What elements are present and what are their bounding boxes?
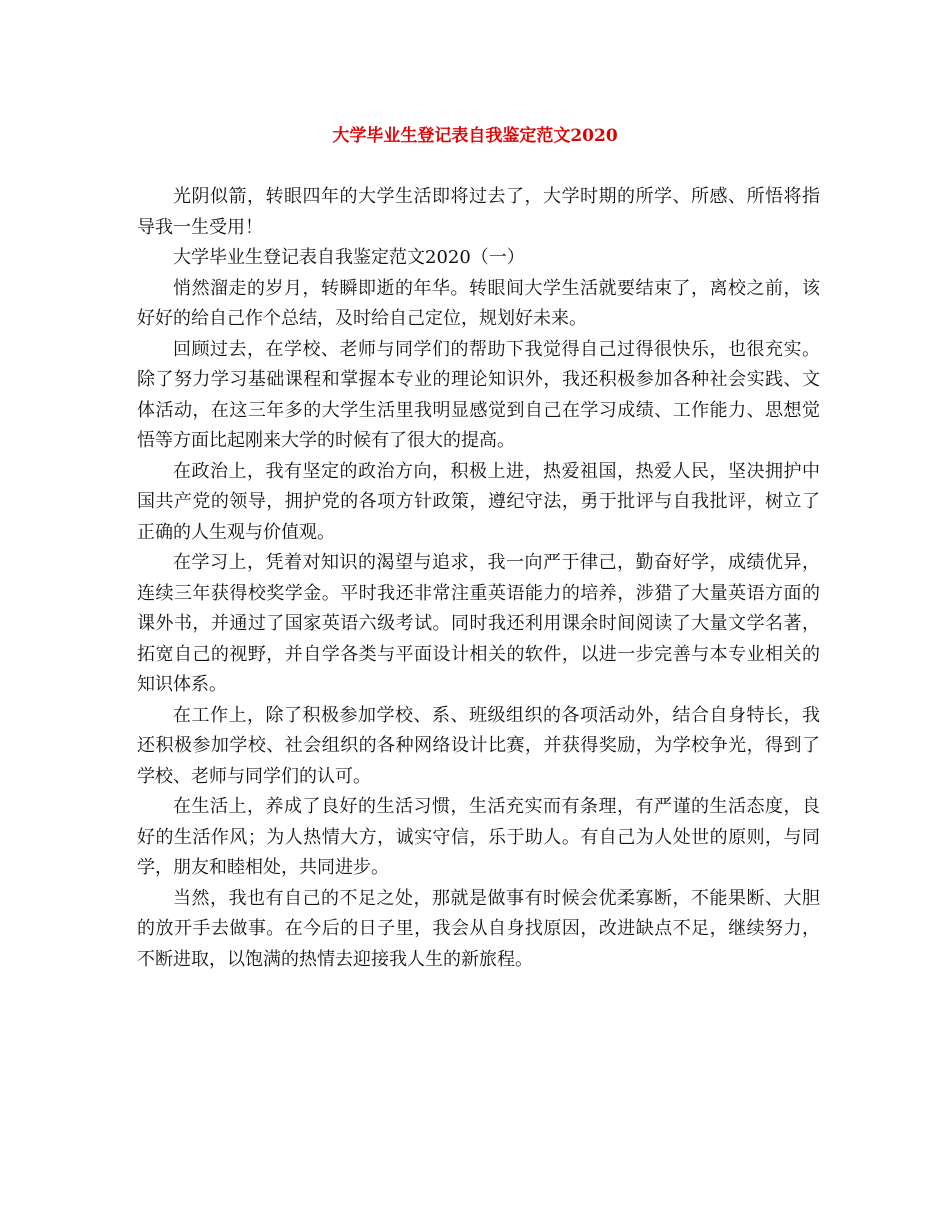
document-title: 大学毕业生登记表自我鉴定范文2020 (332, 126, 618, 146)
paragraph-work: 在工作上，除了积极参加学校、系、班级组织的各项活动外，结合自身特长，我还积极参加学校、社会组织的各种网络设计比赛，并获得奖励，为学校争光，得到了学校、老师与同学们的认可。 (137, 704, 820, 787)
paragraph-politics: 在政治上，我有坚定的政治方向，积极上进，热爱祖国，热爱人民，坚决拥护中国共产党的领导，拥护党的各项方针政策，遵纪守法，勇于批评与自我批评，树立了正确的人生观与价值观。 (137, 460, 820, 543)
paragraph-intro: 光阴似箭，转眼四年的大学生活即将过去了，大学时期的所学、所感、所悟将指导我一生受用！ (137, 186, 820, 238)
paragraph-life: 在生活上，养成了良好的生活习惯，生活充实而有条理，有严谨的生活态度，良好的生活作风；为人热情大方，诚实守信，乐于助人。有自己为人处世的原则，与同学，朋友和睦相处，共同进步。 (137, 796, 820, 878)
paragraph-opening: 悄然溜走的岁月，转瞬即逝的年华。转眼间大学生活就要结束了，离校之前，该好好的给自己作个总结，及时给自己定位，规划好未来。 (137, 277, 820, 329)
paragraph-study: 在学习上，凭着对知识的渴望与追求，我一向严于律己，勤奋好学，成绩优异，连续三年获得校奖学金。平时我还非常注重英语能力的培养，涉猎了大量英语方面的课外书，并通过了国家英语六级考试。同时我还利用课余时间阅读了大量文学名著，拓宽自己的视野，并自学各类与平面设计相关的软件，以进一步完善与本专业相关的知识体系。 (137, 552, 820, 695)
paragraph-section-heading: 大学毕业生登记表自我鉴定范文2020（一） (173, 247, 525, 268)
document-body (137, 182, 820, 975)
paragraph-review: 回顾过去，在学校、老师与同学们的帮助下我觉得自己过得很快乐，也很充实。除了努力学习基础课程和掌握本专业的理论知识外，我还积极参加各种社会实践、文体活动，在这三年多的大学生活里我明显感觉到自己在学习成绩、工作能力、思想觉悟等方面比起刚来大学的时候有了很大的提高。 (137, 338, 820, 451)
paragraph-shortcomings: 当然，我也有自己的不足之处，那就是做事有时候会优柔寡断，不能果断、大胆的放开手去做事。在今后的日子里，我会从自身找原因，改进缺点不足，继续努力，不断进取，以饱满的热情去迎接我人生的新旅程。 (137, 887, 820, 970)
